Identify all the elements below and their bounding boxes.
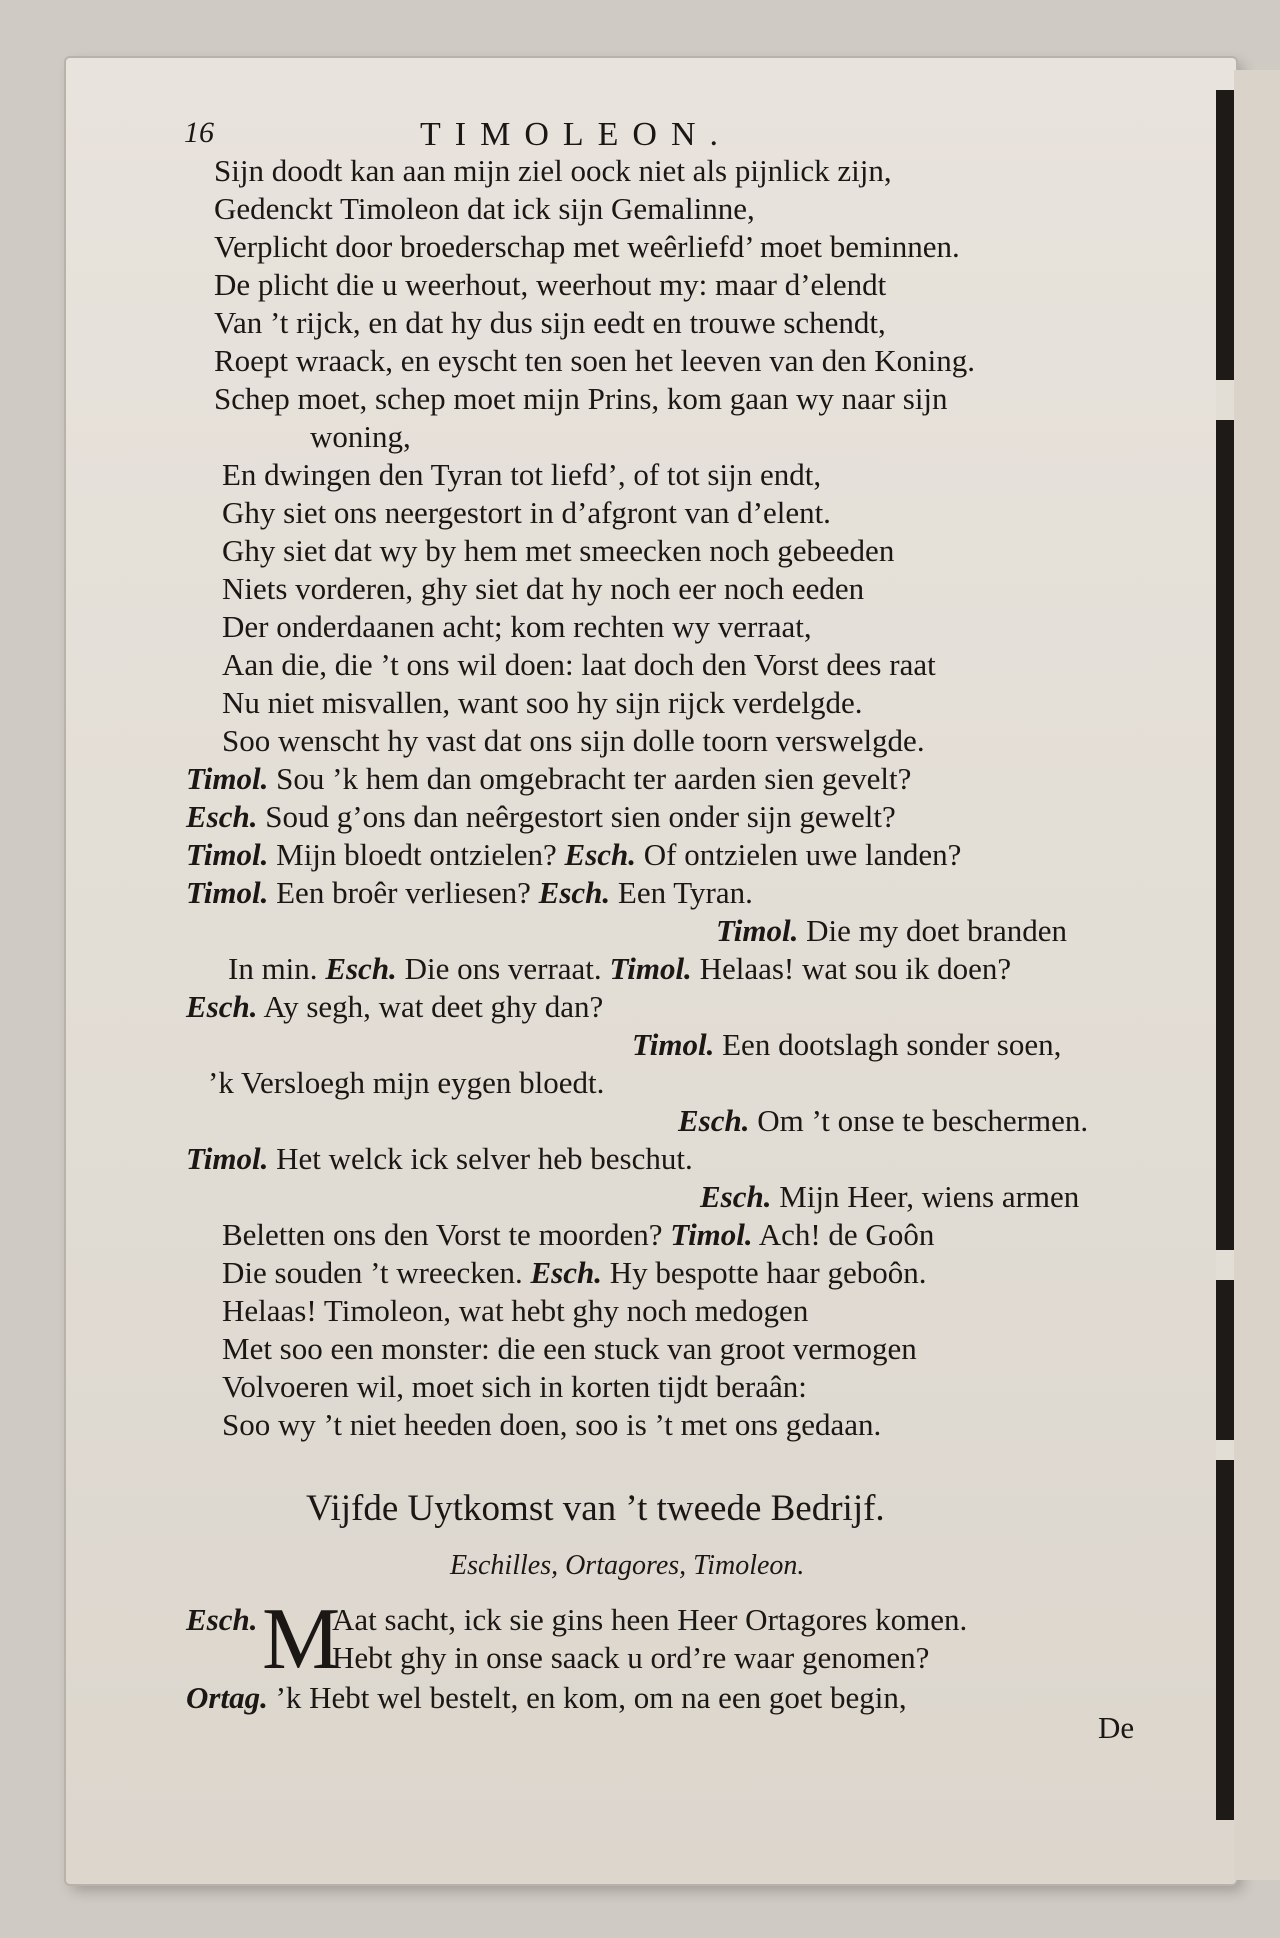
verse-line: Niets vorderen, ghy siet dat hy noch eer noch eeden bbox=[222, 571, 865, 606]
verse-line: Nu niet misvallen, want soo hy sijn rijck verdelgde. bbox=[222, 685, 863, 720]
dialogue-line bbox=[716, 915, 1067, 946]
drop-capital: M bbox=[262, 1591, 341, 1688]
dialogue-text: In min. bbox=[228, 951, 318, 986]
speaker-name: Esch. bbox=[186, 989, 258, 1024]
dialogue-text: Die souden ’t wreecken. bbox=[222, 1255, 523, 1290]
verse-line: Ghy siet ons neergestort in d’afgront van d’elent. bbox=[222, 495, 831, 530]
verse-line: De plicht die u weerhout, weerhout my: maar d’elendt bbox=[214, 267, 887, 302]
dialogue-text: Om ’t onse te beschermen. bbox=[757, 1103, 1089, 1138]
dialogue-text: Die my doet branden bbox=[806, 913, 1067, 948]
dialogue-line bbox=[228, 953, 1011, 984]
verse-line: Ghy siet dat wy by hem met smeecken noch gebeeden bbox=[222, 533, 895, 568]
catchword: De bbox=[1098, 1710, 1135, 1745]
dialogue-text: Mijn bloedt ontzielen? bbox=[276, 837, 557, 872]
dialogue-line bbox=[700, 1181, 1079, 1212]
scene-heading: Vijfde Uytkomst van ’t tweede Bedrijf. bbox=[306, 1488, 885, 1529]
dialogue-text: Een dootslagh sonder soen, bbox=[722, 1027, 1062, 1062]
verse-line: Schep moet, schep moet mijn Prins, kom gaan wy naar sijn bbox=[214, 381, 948, 416]
dialogue-line bbox=[186, 1143, 693, 1174]
dialogue-text: Het welck ick selver heb beschut. bbox=[276, 1141, 693, 1176]
speaker-name: Timol. bbox=[632, 1027, 715, 1062]
dialogue-line bbox=[186, 1682, 907, 1713]
dialogue-line bbox=[186, 801, 896, 832]
running-title: TIMOLEON. bbox=[420, 116, 733, 153]
speaker-name: Esch. bbox=[538, 875, 611, 910]
speaker-name: Esch. bbox=[325, 951, 397, 986]
speaker-name-line bbox=[186, 1604, 258, 1635]
verse-line: Gedenckt Timoleon dat ick sijn Gemalinne, bbox=[214, 191, 755, 226]
dialogue-text: Helaas! wat sou ik doen? bbox=[699, 951, 1012, 986]
dialogue-text: Ay segh, wat deet ghy dan? bbox=[263, 989, 604, 1024]
dialogue-text: Die ons verraat. bbox=[404, 951, 602, 986]
verse-line-turnover: woning, bbox=[310, 419, 411, 454]
dialogue-text: Of ontzielen uwe landen? bbox=[643, 837, 962, 872]
verse-line: Soo wenscht hy vast dat ons sijn dolle toorn verswelgde. bbox=[222, 723, 925, 758]
dialogue-text: Hebt ghy in onse saack u ord’re waar genomen? bbox=[332, 1640, 930, 1675]
speaker-name: Timol. bbox=[186, 875, 269, 910]
verse-line: Soo wy ’t niet heeden doen, soo is ’t met ons gedaan. bbox=[222, 1407, 882, 1442]
scene-characters: Eschilles, Ortagores, Timoleon. bbox=[450, 1550, 805, 1581]
speaker-name: Timol. bbox=[186, 837, 269, 872]
dialogue-text: Ach! de Goôn bbox=[758, 1217, 935, 1252]
verse-line: Met soo een monster: die een stuck van groot vermogen bbox=[222, 1331, 917, 1366]
dialogue-line bbox=[186, 991, 603, 1022]
verse-line: Van ’t rijck, en dat hy dus sijn eedt en trouwe schendt, bbox=[214, 305, 886, 340]
speaker-name: Timol. bbox=[670, 1217, 753, 1252]
speaker-name: Esch. bbox=[700, 1179, 772, 1214]
verse-line: En dwingen den Tyran tot liefd’, of tot sijn endt, bbox=[222, 457, 822, 492]
verse-line: Helaas! Timoleon, wat hebt ghy noch medogen bbox=[222, 1293, 809, 1328]
dialogue-line bbox=[678, 1105, 1088, 1136]
dialogue-text: Soud g’ons dan neêrgestort sien onder sijn gewelt? bbox=[265, 799, 896, 834]
dialogue-text: Mijn Heer, wiens armen bbox=[779, 1179, 1080, 1214]
dialogue-line bbox=[222, 1219, 934, 1250]
dialogue-line bbox=[222, 1257, 927, 1288]
dialogue-text: ’k Versloegh mijn eygen bloedt. bbox=[208, 1065, 605, 1100]
speaker-name: Timol. bbox=[609, 951, 692, 986]
dialogue-text: ’k Hebt wel bestelt, en kom, om na een goet begin, bbox=[275, 1680, 907, 1715]
dialogue-text: Hy bespotte haar geboôn. bbox=[609, 1255, 927, 1290]
speaker-name: Esch. bbox=[186, 1602, 258, 1637]
verse-line: Sijn doodt kan aan mijn ziel oock niet als pijnlick zijn, bbox=[214, 153, 892, 188]
dialogue-line bbox=[186, 877, 753, 908]
dialogue-line bbox=[186, 763, 911, 794]
dialogue-text: Sou ’k hem dan omgebracht ter aarden sien gevelt? bbox=[276, 761, 912, 796]
speaker-name: Esch. bbox=[564, 837, 637, 872]
dialogue-line bbox=[186, 839, 961, 870]
verse-line: Roept wraack, en eyscht ten soen het leeven van den Koning. bbox=[214, 343, 975, 378]
speaker-name: Esch. bbox=[530, 1255, 602, 1290]
speaker-name: Timol. bbox=[186, 1141, 269, 1176]
verse-line: Der onderdaanen acht; kom rechten wy verraat, bbox=[222, 609, 812, 644]
dialogue-text: Een Tyran. bbox=[617, 875, 753, 910]
speaker-name: Timol. bbox=[186, 761, 269, 796]
speaker-name: Esch. bbox=[678, 1103, 750, 1138]
page-number: 16 bbox=[184, 116, 214, 149]
verse-line: Verplicht door broederschap met weêrliefd’ moet beminnen. bbox=[214, 229, 960, 264]
dialogue-text: Een broêr verliesen? bbox=[276, 875, 531, 910]
speaker-name: Timol. bbox=[716, 913, 799, 948]
dialogue-text: Beletten ons den Vorst te moorden? bbox=[222, 1217, 663, 1252]
dialogue-line bbox=[208, 1067, 604, 1098]
dialogue-line bbox=[632, 1029, 1061, 1060]
speaker-name: Esch. bbox=[186, 799, 258, 834]
verse-line: Aan die, die ’t ons wil doen: laat doch den Vorst dees raat bbox=[222, 647, 936, 682]
speaker-name: Ortag. bbox=[186, 1680, 268, 1715]
dialogue-text: Aat sacht, ick sie gins heen Heer Ortagores komen. bbox=[332, 1602, 968, 1637]
verse-line: Volvoeren wil, moet sich in korten tijdt beraân: bbox=[222, 1369, 807, 1404]
